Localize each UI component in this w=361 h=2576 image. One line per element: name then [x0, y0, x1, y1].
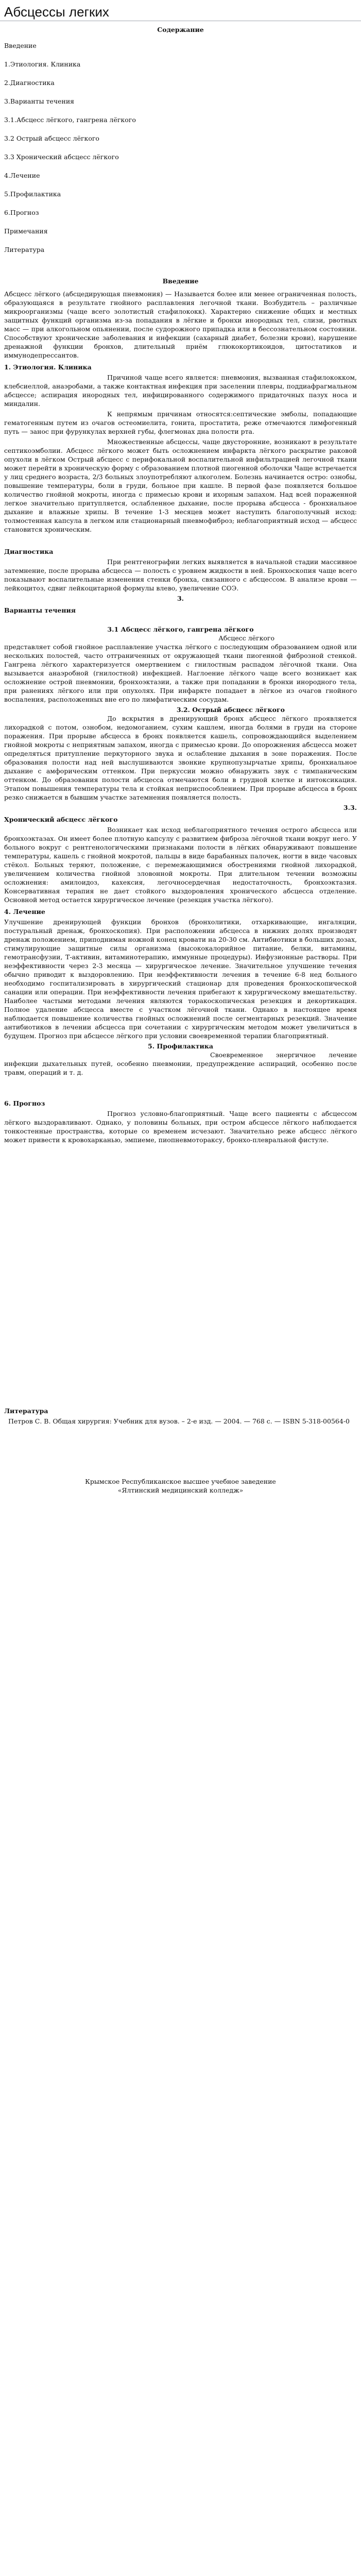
toc-link[interactable]: 5.Профилактика: [4, 190, 61, 198]
section-3-2-heading: 3.2. Острый абсцесс лёгкого: [176, 706, 285, 714]
section-1-paragraph-2: К непрямым причинам относятся:септические эмболы, попадающие гематогенным путем из очагов остеомиелита, гонита, простатита, реже отмечаются лимфогенный путь — занос при фурункулах верхней губы, флегмонах дна полости рта.: [4, 410, 357, 435]
section-4-paragraph: Улучшение дренирующей функции бронхов (бронхолитики, отхаркивающие, ингаляции, постуральный дренаж, бронхоскопия). При расположении абсцесса в нижних долях производят дренаж положением, приподнимая ножной конец кровати на 20-30 см. Антибиотики в больших дозах, стимулирующие защитные силы организма (высококалорийное питание, белки, витамины, гемотрансфузии, Т-активин, витаминотерапию, иммунные процедуры). Инфузионные растворы. При неэффективности через 2-3 месяца — хирургическое лечение. Значительное улучшение течения обычно приводит к выздоровлению. При неэффективности лечения в течение 6-8 нед больного необходимо госпитализировать в хирургический стационар для проведения бронхоскопической санации или операции. При неэффективности лечения прибегают к хирургическому вмешательству. Наиболее частыми методами лечения являются торакоскопическая резекция и декортикация. Полное удаление абсцесса вместе с участком лёгочной ткани. Однако в настоящее время наблюдается повышение количества гнойных осложнений после сегментарных резекций. Значение антибиотиков в лечении абсцесса при сочетании с хирургическим методом может увеличиться в будущем. Прогноз при абсцессе лёгкого при условии своевременной терапии благоприятный.: [4, 918, 357, 1040]
section-3-heading: Варианты течения: [4, 606, 76, 614]
section-2-heading: Диагностика: [4, 548, 54, 555]
reference-item: Петров С. В. Общая хирургия: Учебник для вузов. – 2-е изд. — 2004. — 768 с. — ISBN 5-318-00564-0: [8, 1417, 350, 1425]
section-3-1-intro: Абсцесс лёгкого: [218, 634, 274, 642]
toc-heading: Содержание: [157, 26, 204, 33]
toc-link[interactable]: 1.Этиология. Клиника: [4, 60, 81, 68]
section-3-1-paragraph: представляет собой гнойное расплавление участка лёгкого с последующим образованием одной или нескольких полостей, часто отграниченных от окружающей ткани пиогенной фиброзной стенкой. Гангрена лёгкого характеризуется омертвением с гнилостным распадом лёгочной ткани. Она вызывается анаэробной (гнилостной) инфекцией. Наглоение лёгкого чаще всего возникает как осложнение острой пневмонии, бронхоэктазии, а также при попадании в бронхи инородного тела, при ранениях лёгкого или при опухолях. При инфаркте попадает в лёгкое из очагов гнойного воспаления, расположенных вне его по лимфатическим сосудам.: [4, 643, 357, 703]
footer-line-2: «Ялтинский медицинский колледж»: [117, 1486, 244, 1494]
section-5-paragraph: Своевременное энергичное лечение инфекции дыхательных путей, особенно пневмонии, предупреждение аспираций, особенно после травм, операций и т. д.: [4, 1051, 357, 1076]
section-1-paragraph-1: Причиной чаще всего является: пневмония, вызванная стафилококком, клебсиеллой, анаэробами, а также контактная инфекция при заселении плевры, поддиафрагмальном абсцессе; аспирация инородных тел, инфицированного содержимого придаточных пазух носа и миндалин.: [4, 374, 357, 408]
toc-link[interactable]: Примечания: [4, 227, 48, 235]
section-3-1-heading: 3.1 Абсцесс лёгкого, гангрена лёгкого: [107, 625, 254, 633]
toc-link[interactable]: 3.3 Хронический абсцесс лёгкого: [4, 153, 119, 161]
section-3-3-heading: Хронический абсцесс лёгкого: [4, 816, 118, 823]
section-2-paragraph: При рентгенографии легких выявляется в начальной стадии массивное затемнение, после прорыва абсцесса — полость с уровнем жидкости в ней. Бронхоскопия чаще всего показывают воспалительные изменения стенки бронха, связанного с абсцессом. В анализе крови — лейкоцитоз, сдвиг лейкоцитарной формулы влево, увеличение СОЭ.: [4, 558, 357, 592]
toc-link[interactable]: Введение: [4, 42, 37, 49]
section-3-3-paragraph: Возникает как исход неблагоприятного течения острого абсцесса или бронхоэктазах. Он имеет более плотную капсулу с развитием фиброза лёгочной ткани вокруг него. У больного вокруг с рентгенологическими признаками полости в лёгких обнаруживают повышение температуры, кашель с гнойной мокротой, пальцы в виде барабанных палочек, ногти в виде часовых стёкол. Больных теряют, положение, с перемежающимися обострениями гнойной лихорадкой, увеличением количества гнойной зловонной мокроты. При длительном течении возможны осложнения: амилоидоз, кахексия, легочносердечная недостаточность, бронхоэктазия. Консервативная терапия не дает стойкого выздоровления хронического абсцесса отделение. Основной метод остается хирургическое лечение (резекция участка лёгкого).: [4, 826, 357, 904]
section-1-heading: 1. Этиология. Клиника: [4, 363, 92, 371]
references-list: [4, 1417, 357, 1426]
section-1-paragraph-3: Множественные абсцессы, чаще двусторонние, возникают в результате септикоэмболии. Абсцесс лёгкого может быть осложнением инфаркта лёгкого раскрытие раковой опухоли в лёгком Острый абсцесс с перифокальной воспалительной инфильтрацией легочной ткани может перейти в хроническую форму с образованием плотной пиогенной оболочки Чаще встречается у лиц среднего возраста, 2/3 больных злоупотребляют алкоголем. Болезнь начинается остро: ознобы, повышение температуры, боли в груди, больное при кашле. В первой фазе появляется большое количество гнойной мокроты, иногда с примесью крови и ихорным запахом. Над всей пораженной легкое значительно притупляется, ослабленное дыхание, после прорыва абсцесса - бронхиальное дыхание и влажные хрипы. В течение 1-3 месяцев может наступить благополучный исход: толмостенная капсула в легком или стационарный пневмофиброз; неблагоприятный исход — абсцесс становится хроническим.: [4, 438, 357, 533]
section-3-number: 3.: [177, 595, 184, 602]
section-4-heading: 4. Лечение: [4, 908, 45, 916]
section-6-heading: 6. Прогноз: [4, 1099, 45, 1107]
section-3-2-paragraph: До вскрытия в дренирующий бронх абсцесс лёгкого проявляется лихорадкой с потом, ознобом, недомоганием, сухим кашлем, иногда болями в груди на стороне поражения. При прорыве абсцесса в бронх появляется кашель, сопровождающийся выделением гнойной мокроты с неприятным запахом, иногда с примесью крови. До опорожнения абсцесса может определяться притупление перкуторного звука и ослабление дыхания в зоне поражения. После образования полости над ней выслушиваются звонкие крупнопузырчатые хрипы, бронхиальное дыхание с амфорическим оттенком. При перкуссии можно обнаружить звук с тимпаническим оттенком. До образования полости абсцесса отмечаются боли в грудной клетке и интоксикация. Этапом повышения температуры тела и стойкая неприспособлением. При прорыве абсцесса в бронх резко снижается в бывшим участке затемнения появляется полость.: [4, 715, 357, 801]
toc-link[interactable]: 6.Прогноз: [4, 209, 39, 216]
table-of-contents: [0, 41, 361, 254]
toc-link[interactable]: 3.1.Абсцесс лёгкого, гангрена лёгкого: [4, 116, 136, 124]
intro-paragraph: Абсцесс лёгкого (абсцедирующая пневмония) — Называется более или менее ограниченная полость, образующаяся в результате гнойного расплавления легочной ткани. Возбудитель – различные микроорганизмы (чаще всего золотистый стафилококк). Характерно снижение общих и местных защитных функций организма из-за попадания в лёгкие и бронхи инородных тел, слизи, рвотных масс — при алкогольном опьянении, после судорожного припадка или в бессознательном состоянии. Способствуют хронические заболевания и инфекции (сахарный диабет, болезни крови), нарушение дренажной функции бронхов, длительный приём глюкокортикоидов, цитостатиков и иммунодепрессантов.: [4, 290, 357, 359]
section-3-3-number: 3.3.: [343, 804, 357, 811]
footer-line-1: Крымское Республиканское высшее учебное заведение: [85, 1478, 276, 1485]
intro-heading: Введение: [162, 277, 199, 285]
page-title: Абсцессы легких: [0, 0, 361, 21]
references-heading: Литература: [4, 1407, 48, 1415]
toc-link[interactable]: Литература: [4, 246, 45, 253]
toc-link[interactable]: 2.Диагностика: [4, 79, 55, 87]
toc-link[interactable]: 3.Варианты течения: [4, 97, 75, 105]
toc-link[interactable]: 3.2 Острый абсцесс лёгкого: [4, 134, 99, 142]
section-5-heading: 5. Профилактика: [148, 1042, 213, 1050]
section-6-paragraph: Прогноз условно-благоприятный. Чаще всего пациенты с абсцессом лёгкого выздоравливают. Однако, у половины больных, при остром абсцессе лёгкого наблюдается тонкостенные пространства, которые со временем исчезают. Значительно реже абсцесс лёгкого может привести к кровохарканью, эмпиеме, пиопневмотораксу, бронхо-плевральной фистуле.: [4, 1110, 357, 1144]
toc-link[interactable]: 4.Лечение: [4, 172, 40, 179]
